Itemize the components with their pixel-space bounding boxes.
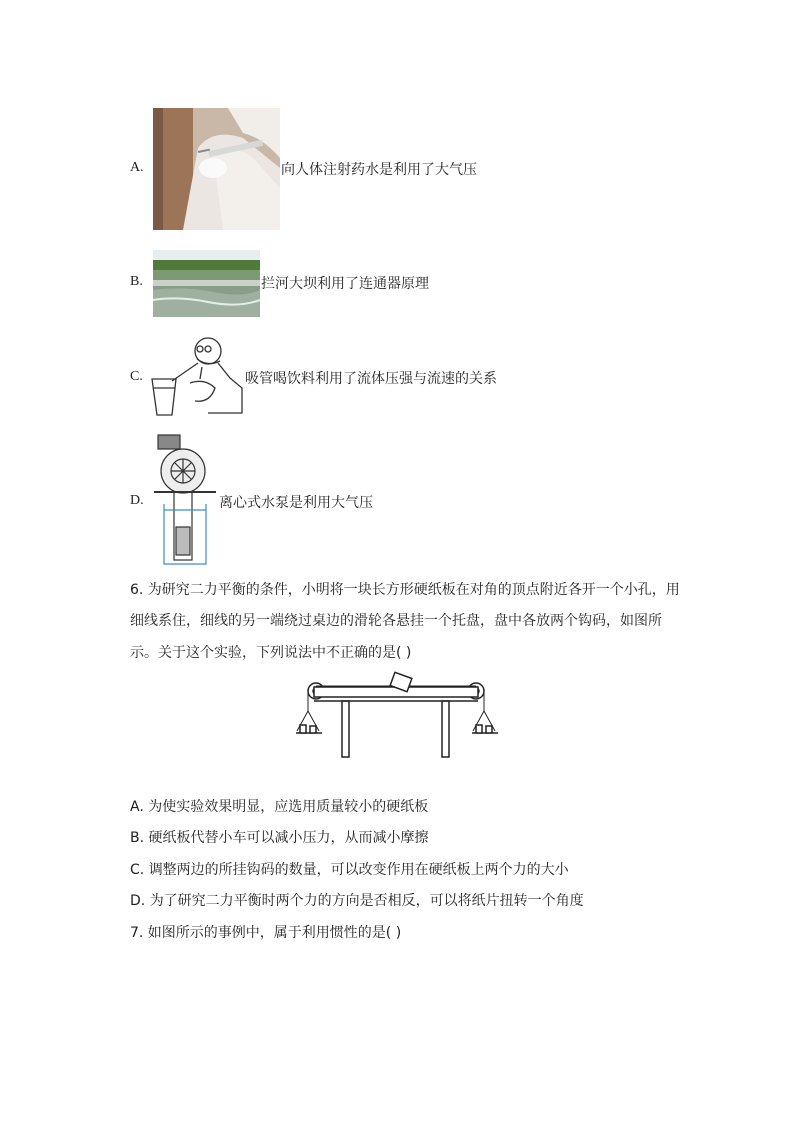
q6-stem-line-3: 示。关于这个实验，下列说法中不正确的是( ) xyxy=(130,645,412,661)
q6-option-a xyxy=(130,797,428,817)
pulley-table-diagram xyxy=(294,671,500,759)
q6-option-c xyxy=(130,860,569,880)
q7-stem: 7. 如图所示的事例中，属于利用惯性的是( ) xyxy=(130,925,402,941)
straw-drinking-drawing xyxy=(150,333,244,417)
q6-option-d-label: D. xyxy=(130,893,146,909)
option-b-label: B. xyxy=(130,274,143,289)
option-d-label: D. xyxy=(130,493,144,508)
q6-option-d-text: 为了研究二力平衡时两个力的方向是否相反，可以将纸片扭转一个角度 xyxy=(149,893,584,909)
dam-photo xyxy=(153,250,260,317)
centrifugal-pump-drawing xyxy=(152,432,218,566)
q6-option-c-text: 调整两边的所挂钩码的数量，可以改变作用在硬纸板上两个力的大小 xyxy=(148,862,569,878)
option-d-text: 离心式水泵是利用大气压 xyxy=(219,495,373,511)
option-b-text: 拦河大坝利用了连通器原理 xyxy=(261,276,429,292)
option-c-text: 吸管喝饮料利用了流体压强与流速的关系 xyxy=(245,371,497,387)
option-a-label: A. xyxy=(130,160,144,175)
q6-option-a-text: 为使实验效果明显，应选用质量较小的硬纸板 xyxy=(148,799,429,815)
q6-stem-line-2: 细线系住，细线的另一端绕过桌边的滑轮各悬挂一个托盘，盘中各放两个钩码，如图所 xyxy=(130,613,662,629)
q6-option-c-label: C. xyxy=(130,862,145,878)
q6-option-b-text: 硬纸板代替小车可以减小压力，从而减小摩擦 xyxy=(148,830,429,846)
q6-option-b xyxy=(130,828,429,848)
option-c-label: C. xyxy=(130,369,143,384)
option-a-text: 向人体注射药水是利用了大气压 xyxy=(281,162,477,178)
q6-option-b-label: B. xyxy=(130,830,145,846)
q6-stem-line-1: 6. 为研究二力平衡的条件，小明将一块长方形硬纸板在对角的顶点附近各开一个小孔，用 xyxy=(130,582,680,598)
q6-option-a-label: A. xyxy=(130,799,144,815)
injection-photo xyxy=(153,108,280,230)
q6-option-d xyxy=(130,891,584,911)
